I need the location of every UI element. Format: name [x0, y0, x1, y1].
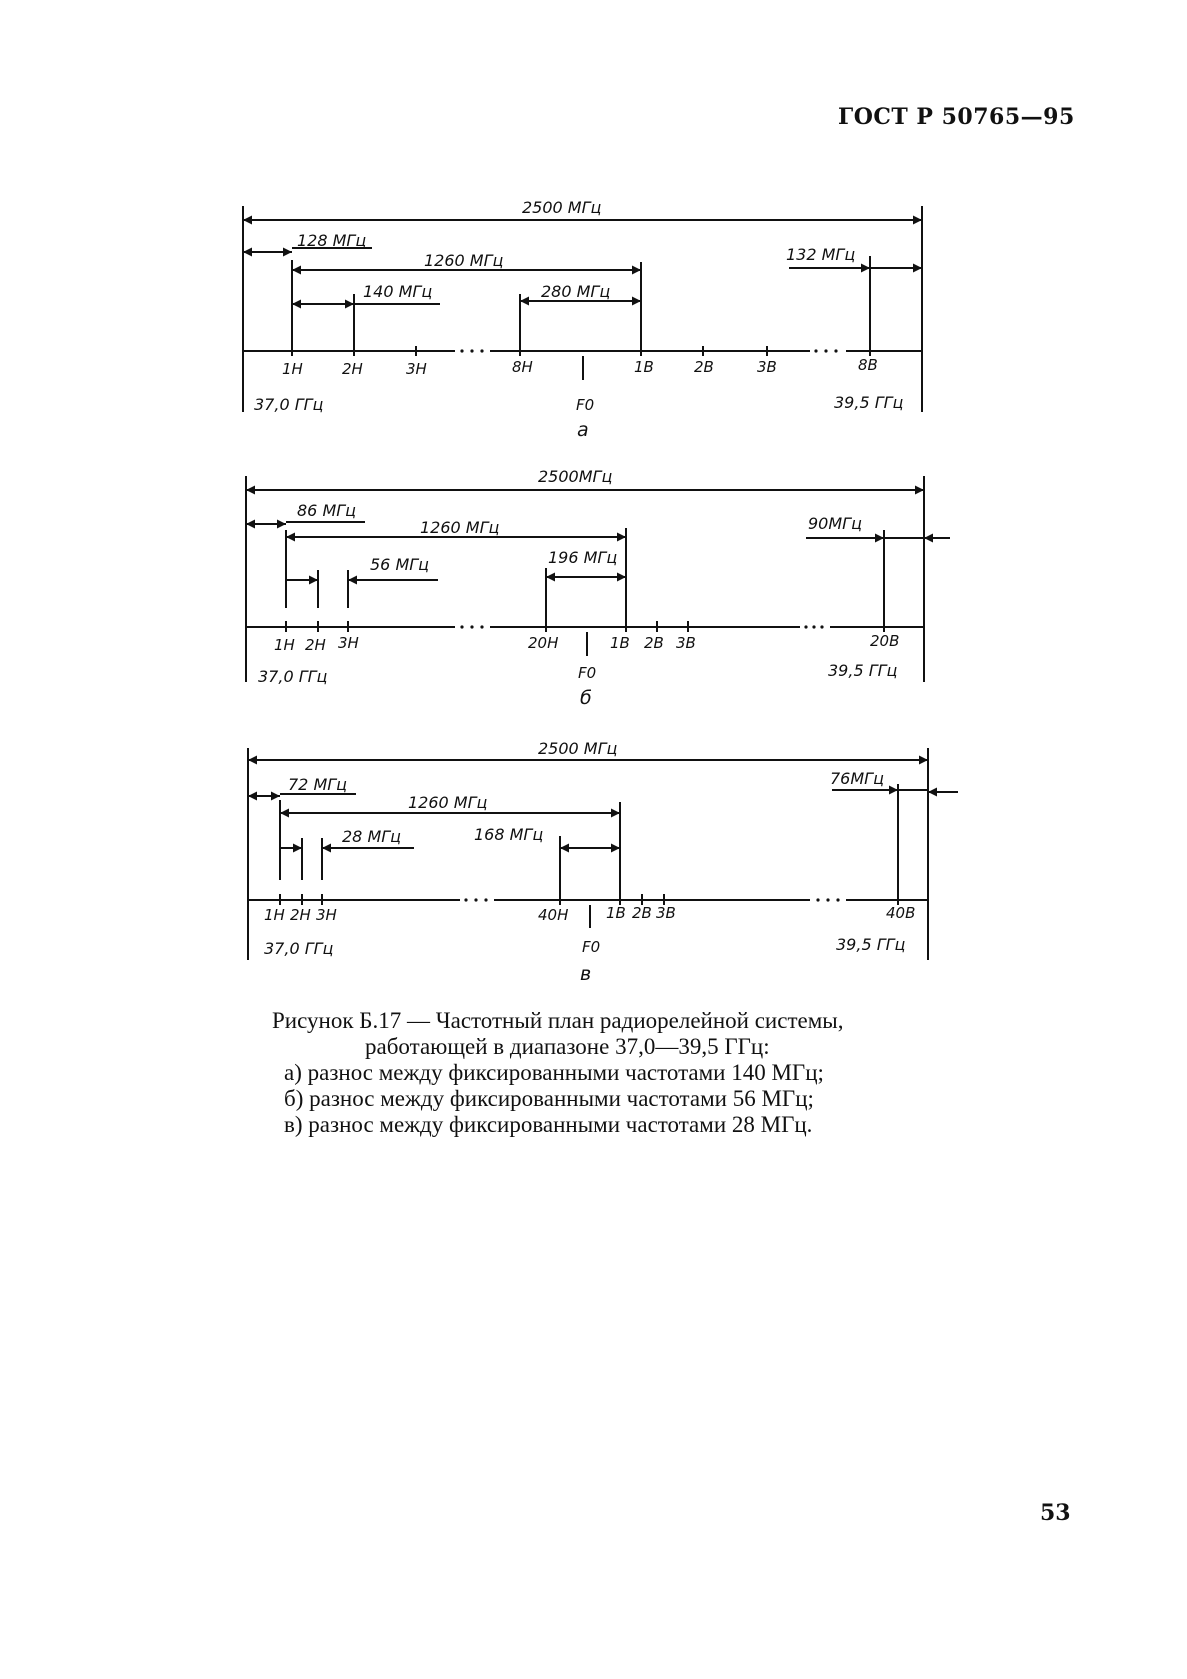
center-gap-label-b: 196 МГц	[548, 548, 618, 567]
channel-label-a: 3В	[757, 358, 777, 376]
channel-label-c: 3В	[656, 904, 676, 922]
channel-label-a: 3Н	[406, 360, 427, 378]
channel-label-a: 2В	[694, 358, 714, 376]
channel-label-b: 20Н	[528, 634, 559, 652]
caption-item-b: б) разнос между фиксированными частотами 56 МГц;	[284, 1086, 814, 1111]
channel-label-a: 8Н	[512, 358, 533, 376]
channel-label-c: 1Н	[264, 906, 285, 924]
spacing-label-a: 140 МГц	[363, 282, 433, 301]
figure-caption	[240, 1008, 960, 1138]
total-label-b: 2500МГц	[538, 467, 613, 486]
total-label-a: 2500 МГц	[522, 198, 602, 217]
center-gap-label-a: 280 МГц	[541, 282, 611, 301]
guard-high-label-c: 76МГц	[830, 769, 884, 788]
caption-title-line1: Рисунок Б.17 — Частотный план радиорелейной системы,	[272, 1008, 844, 1033]
channel-label-b: 2В	[644, 634, 664, 652]
caption-item-a: а) разнос между фиксированными частотами 140 МГц;	[284, 1060, 824, 1085]
freq-high-label-b: 39,5 ГГц	[828, 661, 898, 680]
center-frequency-label-c: F0	[582, 938, 601, 956]
channel-label-b: 1В	[610, 634, 630, 652]
caption-item-c: в) разнос между фиксированными частотами 28 МГц.	[284, 1112, 813, 1137]
channel-label-c: 2В	[632, 904, 652, 922]
channel-label-a: 1В	[634, 358, 654, 376]
center-frequency-label-a: F0	[576, 396, 595, 414]
channel-label-a: 1Н	[282, 360, 303, 378]
total-label-c: 2500 МГц	[538, 739, 618, 758]
center-gap-label-c: 168 МГц	[474, 825, 544, 844]
spacing-label-c: 28 МГц	[342, 827, 402, 846]
guard-high-label-a: 132 МГц	[786, 245, 856, 264]
freq-low-label-a: 37,0 ГГц	[254, 395, 324, 414]
channel-label-b: 2Н	[305, 636, 326, 654]
subfigure-label-a: а	[577, 419, 589, 441]
freq-high-label-c: 39,5 ГГц	[836, 935, 906, 954]
channel-label-c: 1В	[606, 904, 626, 922]
channel-label-b: 3Н	[338, 634, 359, 652]
channel-label-c: 40Н	[538, 906, 569, 924]
duplex-label-b: 1260 МГц	[420, 518, 500, 537]
channel-label-c: 40В	[886, 904, 916, 922]
duplex-label-c: 1260 МГц	[408, 793, 488, 812]
duplex-label-a: 1260 МГц	[424, 251, 504, 270]
channel-label-a: 8В	[858, 356, 878, 374]
subfigure-label-b: б	[580, 687, 592, 709]
guard-high-label-b: 90МГц	[808, 514, 862, 533]
spacing-label-b: 56 МГц	[370, 555, 430, 574]
channel-label-a: 2Н	[342, 360, 363, 378]
document-header: ГОСТ Р 50765—95	[838, 104, 1075, 130]
channel-label-c: 3Н	[316, 906, 337, 924]
freq-low-label-c: 37,0 ГГц	[264, 939, 334, 958]
guard-low-label-b: 86 МГц	[297, 501, 357, 520]
channel-label-b: 1Н	[274, 636, 295, 654]
guard-low-label-a: 128 МГц	[297, 231, 367, 250]
guard-low-label-c: 72 МГц	[288, 775, 348, 794]
freq-high-label-a: 39,5 ГГц	[834, 393, 904, 412]
center-frequency-label-b: F0	[578, 664, 597, 682]
channel-label-b: 20В	[870, 632, 900, 650]
page-number: 53	[1040, 1500, 1071, 1526]
channel-label-b: 3В	[676, 634, 696, 652]
subfigure-label-c: в	[580, 963, 592, 985]
freq-low-label-b: 37,0 ГГц	[258, 667, 328, 686]
channel-label-c: 2Н	[290, 906, 311, 924]
caption-title-line2: работающей в диапазоне 37,0—39,5 ГГц:	[365, 1034, 770, 1059]
